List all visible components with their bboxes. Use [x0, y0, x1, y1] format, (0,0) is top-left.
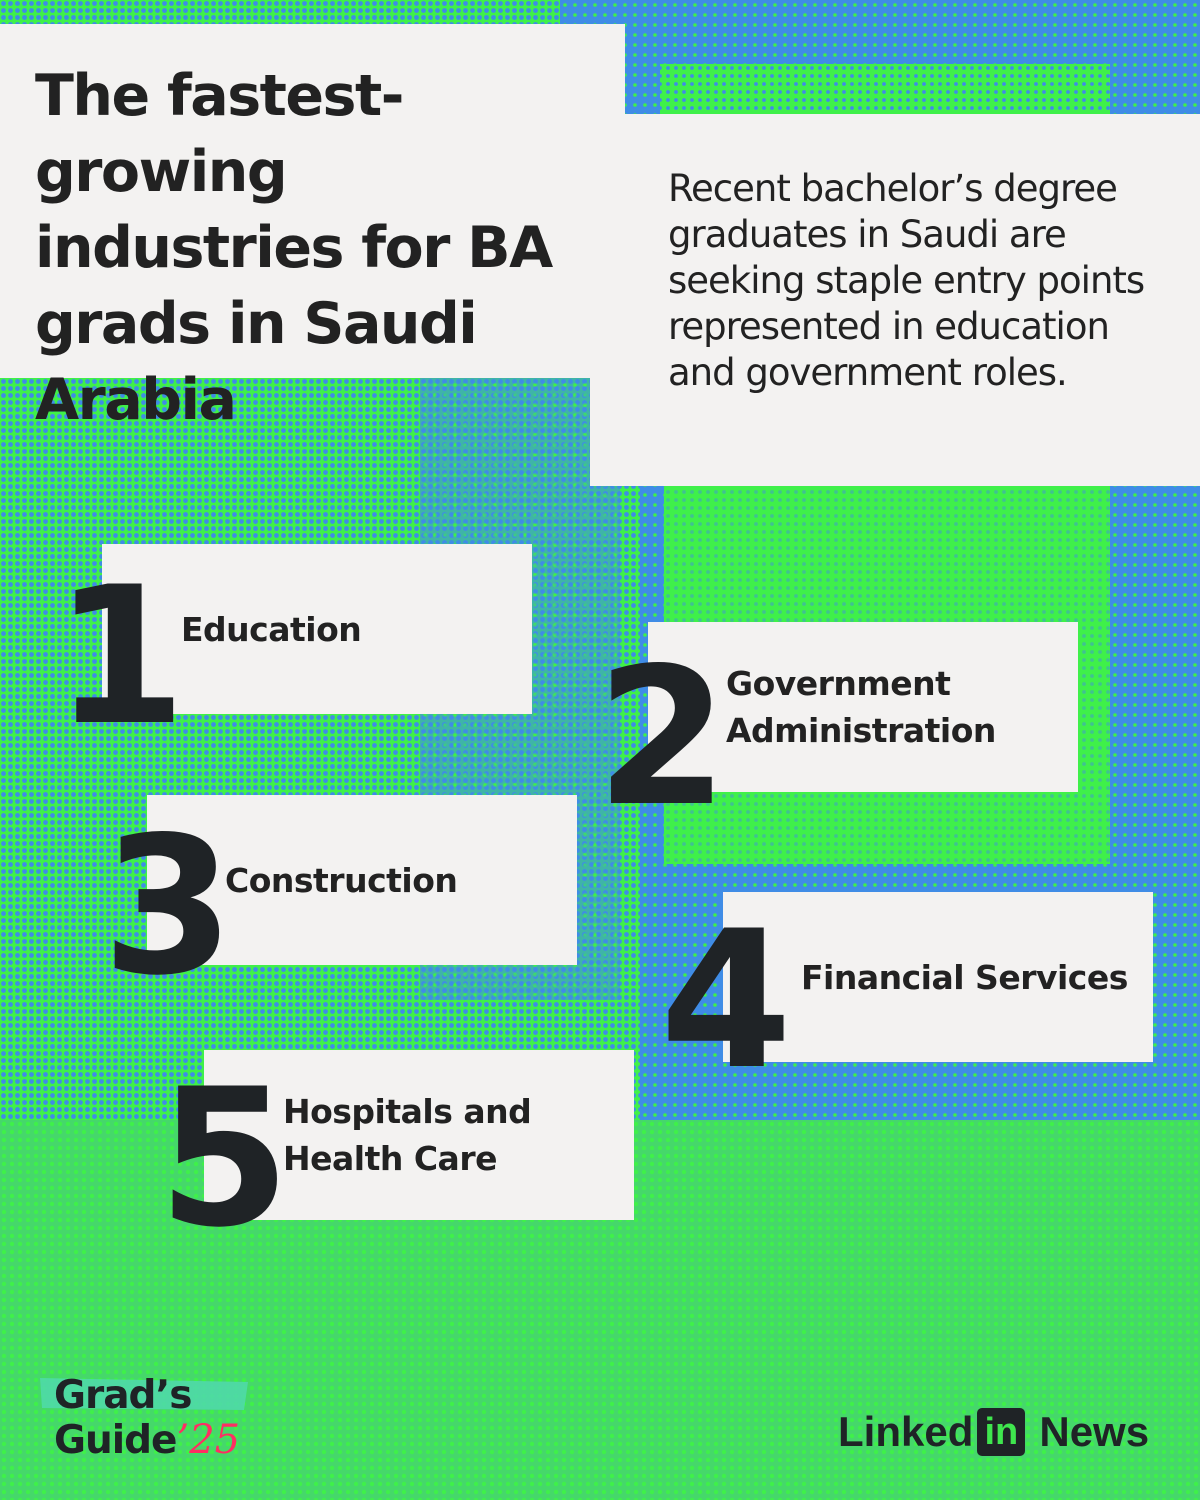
rank-label-5: Hospitals and Health Care — [283, 1092, 532, 1178]
rank-label-3: Construction — [225, 861, 458, 900]
grads-guide-line2: Guide — [54, 1418, 177, 1463]
rank-label-1: Education — [181, 610, 362, 649]
rank-label-2: Government Administration — [726, 664, 996, 750]
news-wordmark: News — [1039, 1408, 1150, 1455]
rank-number-4: 4 — [660, 890, 783, 1111]
rank-number-5: 5 — [158, 1048, 281, 1269]
description: Recent bachelor’s degree graduates in Saudi are seeking staple entry points represented in education and government roles. — [668, 167, 1145, 394]
grads-guide-year: ’25 — [176, 1417, 241, 1463]
grads-guide-line2-row — [54, 1418, 240, 1463]
linkedin-news-logo — [838, 1404, 1149, 1460]
rank-number-2: 2 — [596, 627, 719, 848]
rank-label-4: Financial Services — [801, 958, 1128, 997]
grads-guide-line1: Grad’s — [54, 1373, 192, 1418]
rank-number-3: 3 — [102, 796, 225, 1017]
grads-guide-logo — [38, 1370, 278, 1470]
linkedin-wordmark: Linked — [838, 1408, 974, 1455]
rank-number-1: 1 — [54, 546, 177, 767]
page-title: The fastest-growing industries for BA grads in Saudi Arabia — [35, 63, 552, 433]
linkedin-in-icon: in — [977, 1408, 1025, 1456]
